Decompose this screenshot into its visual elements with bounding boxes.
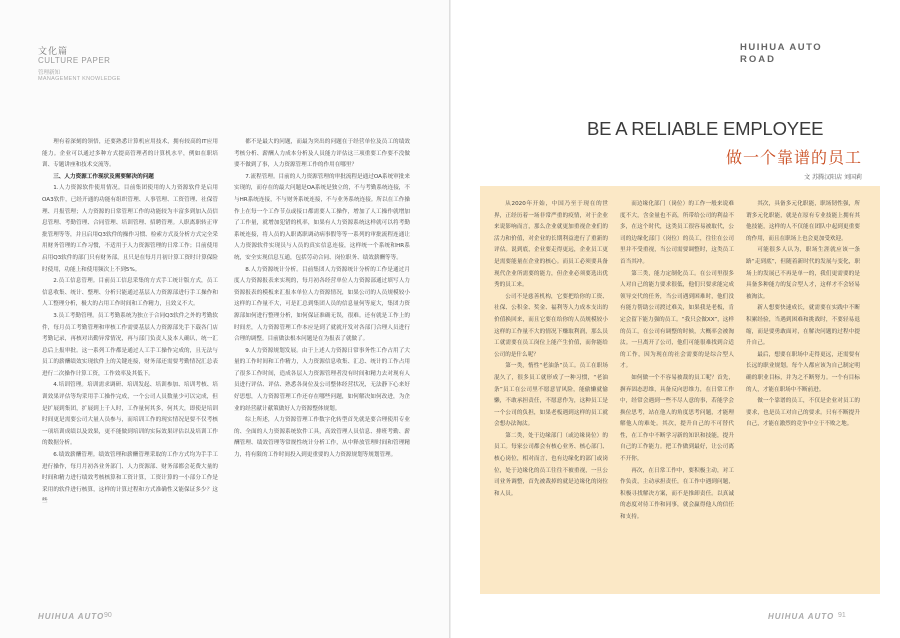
footer-logo-left: HUIHUA AUTO [38, 612, 105, 621]
article-byline: 文 苏腾汉阳店 刘国莉 [804, 174, 862, 181]
paragraph: 4.培训管理。培训需求调研、培训发起、培训参加、培训考核、培训效果评估等均采用手工操作完成，一个公司人员数量少可以完成，但是扩展到集团，扩展到上千人时，工作量何其多，何其大，即使是培训时间更是需要公司大量人员参与，而培训工作的现实情况是要不仅考核一项培训成绩以及效果，更不能做到培训的实际效果评估以及培训工作的数据分析。 [42, 382, 218, 447]
paragraph: 都不是最大的问题，而最为突出的问题在于经营单位及员工的绩效考核分析、薪酬人力成本分析及人员能力评估这三项重要工作要不没做要不做到了事，人力资源管理工作的作用在哪里？ [234, 139, 410, 169]
brand-logo-line1: HUIHUA AUTO [740, 42, 823, 53]
paragraph: 2.员工信息管理。目前员工信息采集的方式手工统计版方式，员工信息收集、统计、整理、分析只能通过基层人力资源部进行手工操作和人工整理分析，极大的占用工作时间和工作精力，且效义不大。 [42, 278, 218, 308]
brand-logo-line2: ROAD [740, 54, 776, 65]
paragraph: 8.人力资源统计分析。目前集团人力资源统计分析的工作是通过月度人力资源报表来实现的，每月初各经营单位人力资源部通过填写人力资源报表的模板来汇报本单位人力资源情况，如果公司的人员规模较小这样的工作量不大，可是汇总到集团人员的信息量何等庞大，集团力资源部如何进行整理分析，如何保证准确无误，很难。还有就是工作上的时间差，人力资源管理工作本应是到了就就开发对各部门合理人员进行合理的调整。目前做法根本问题是在为报表了就做了。 [234, 266, 410, 343]
paragraph: 6.绩效薪酬管理。绩效管理和薪酬管理采取的工作方式均为手手工进行操作，每月月初各业务部门、人力资源部、财务部都会花费大量的时间和精力进行绩效考核核算和工资计算，工资计算的一小部分工作是采用的软件进行核算，这样的计算过程和方式准确性又能保证多少？这些 [42, 452, 218, 505]
brand-logo [740, 42, 860, 65]
paragraph: 第二类，处于边缘部门（或边缘岗位）的员工。每家公司都会有核心业务、核心部门、核心岗位，相对而言，也有边缘化的部门或岗位，处于边缘化的员工往往不被重视，一旦公司业务调整，首先被裁掉的就是边缘化的岗位和人员。 [494, 432, 608, 497]
left-column-1 [42, 137, 218, 587]
paragraph: 第三类，能力定制化员工。在公司里很多人对自己的能力要求很低，他们只要求能完成领导交代的任务，当公司遇到困难时，他们没有能力帮助公司渡过难关，如果我是老板，肯定会留下能力强的员工。“我只会做XX”，这样的员工，在公司有调整的时候，大概率会被淘汰。一旦离开了公司，他们可能很难找到合适的工作，因为现在的社会需要的是综合型人才。 [620, 270, 734, 370]
paragraph: 从2020年开始，中国乃至于现在的世界，正经历着一场非常严重的疫情，对于企业来说影响而言，那么企业就更加重视企业们的活力和价值，对企业的长期利益进行了重新的评估。说到底，企业要走得更远，企业员工更是需要能量在企业的核心。而员工必须要具备现代企业所需要的能力，但企业必须要选出优秀的员工来。 [494, 201, 608, 289]
paragraph: 最后，想要在职场中走得更远，还需要有长远的职业规划。每个人都应该为自己制定明确的职业目标，并为之不断努力。一个有目标的人，才能在职场中不断前进。 [746, 351, 860, 393]
subsection-title-en: MANAGEMENT KNOWLEDGE [38, 76, 121, 82]
right-column-3 [746, 199, 860, 589]
paragraph: 可能很多人认为，职场生涯就应该一条路“走到底”，但随着新时代的发展与变化，职场上的发展已不再是单一的，我们更需要的是具备多种能力的复合型人才，这样才不会轻易被淘汰。 [746, 247, 860, 300]
right-column-1 [494, 199, 608, 589]
paragraph: 公司不是慈善机构，它要把给你的工资、社保、公积金、奖金、福利等人力成本支出的价值换回来，而且它要在给你的人员规模较小这样的工作量不大的情况下赚取利润，那么员工就需要在员工岗位上能产生价值，而你能给公司的是什么呢？ [494, 293, 608, 358]
paragraph: 理有着深刻的领悟，还要熟悉计算机应用技术，拥有较高的IT应用能力。企业可以通过多种方式提高管理者的计算机水平，例如在职培训、专题讲座和技术交流等。 [42, 139, 218, 169]
paragraph: 新人想要快速成长，就需要在实践中不断积累经验，当遇到困难和挑战时，不要轻易退缩，而是要勇敢面对，在解决问题的过程中提升自己。 [746, 305, 860, 347]
paragraph: 其次，具备多元化职能，职场韧性强，所谓多元化职能，就是在原有专业技能上拥有其他技能，这样的人不仅能在团队中起到更重要的作用，而且在职场上也会更加受欢迎。 [746, 201, 860, 242]
left-column-2 [234, 137, 410, 587]
section-title-en: CULTURE PAPER [38, 56, 111, 65]
section-heading: 三、人力资源工作现状及需要解决的问题 [53, 173, 154, 180]
subsection-title-cn: 管理新知 [38, 70, 61, 76]
section-title-cn: 文化篇 [38, 47, 69, 57]
paragraph: 3.员工考勤管理。员工考勤系统为独立于合同Q3软件之外的考勤软件，每月员工考勤管理和审核工作需要基层人力资源部先手下载各门店考勤记录，再核对出勤异常情况，再与部门负责人及本人确认，统一汇总后上报审批。这一系列工作都是通过人工手工操作完成的，且无法与员工的薪酬绩效实现软件上的关键连接，财务部还需要考勤情况汇总表进行二次操作计算工资，工作效率及其低下。 [42, 312, 218, 377]
right-column-2 [620, 199, 734, 589]
paragraph: 做一个靠谱的员工，不仅是企业对员工的要求，也是员工对自己的要求。只有不断提升自己，才能在激烈的竞争中立于不败之地。 [746, 398, 860, 428]
paragraph: 综上所述，人力资源管理工作数字化转型首先就是要合理使用专业的、全面的人力资源系统软件工具，高效管理人员信息、排班考勤、薪酬管理、绩效管理等常规性统计分析工作，从中释放管理时间和管理精力，将有限的工作时间投入到更重要的人力资源规划等规划管理。 [234, 417, 410, 459]
footer-logo-right: HUIHUA AUTO [768, 612, 835, 621]
paragraph: 而边缘化部门（岗位）的工作一般来说难度不大，含金量也不高，所带给公司的利益不多，在这个时代，这类员工很容易被取代，公司的边缘化部门（岗位）的员工，往往在公司里并不受重视，当公司需要调整时，这类员工首当其冲。 [620, 201, 734, 265]
page-number-right: 91 [838, 612, 846, 619]
article-title-cn: 做一个靠谱的员工 [725, 148, 862, 167]
paragraph: 7.流程管理。目前的人力资源管理的审批流程是通过OA系统审批来实现的，而存在的最大问题是OA系统是独立的，不与考勤系统连接，不与HR系统连接，不与财务系统连接，不与业务系统连接。所以在工作操作上在每一个工作节点或接口都需要人工操作，增加了人工操作就增加了工作量，就增加犯错的机率，如果有人力资源系统这样就可以将考勤系统连接，将人员的入职离职调动病事假等等一系列的审批流程连通让人力资源软件实现员与人员的真实信息连接，这样统一个系统和HR系统，安全实现信息互通，包括劳动合同、岗位职务、绩效薪酬等等。 [234, 173, 410, 261]
paragraph: 再次，在日常工作中，要积极主动，对工作负责，主动承担责任，在工作中遇到问题，积极寻找解决方案，而不是推卸责任。以真诚的态度对待工作和同事，就会赢得他人的信任和支持。 [620, 467, 734, 521]
paragraph: 9.人力资源规划发展。由于上述人力资源日常事务性工作占用了大量的工作时间和工作精力，人力资源信息收集、汇总、统计的工作占用了很多工作时间，造成各层人力资源管理者没有时间和精力去对现有人员进行评估、评估、熟悉各岗位及公司整体经营状况，无法静下心来好好思想，人力资源管理工作还存在哪些问题，如何解决如何改进，为企业的经营献计献策做好人力资源整体规划。 [234, 347, 410, 412]
article-title-en: BE A RELIABLE EMPLOYEE [587, 118, 824, 139]
paragraph: 如何做一个不容易被裁的员工呢？首先，摒弃固态思维，具备反向思维力，在日常工作中，经常会遇到一些不尽人意的事，若能学会换位思考，站在他人的角度思考问题，才能理解他人的难处。其次，提升自己的不可替代性，在工作中不断学习新的知识和技能，提升自己的工作能力。把工作做到最好，让公司离不开你。 [620, 374, 734, 463]
paragraph: 第一类，惰性“老油条”员工。员工在职场混久了，很多员工就形成了一种习惯，“老油条”员工在公司里不愿意冒风险，能偷懒就偷懒，不敢承担责任，不愿意作为，这种员工是一个公司的负担，如果老板遇到这样的员工就会想办法淘汰。 [494, 363, 608, 428]
page-number-left: 90 [104, 612, 112, 619]
paragraph: 1.人力资源软件使用情况。目前集团使用的人力资源软件是启用OA3软件，已经开通的功能有组织管理、人事管理、工资管理、社保管理、月报管理；人力资源的日常管理工作的功能较为丰富多到加入员信息管理、考勤管理、合同管理、培训管理、招聘管理。人职离职转正审批管理等等，并且启用Q3软件的操作习惯、检索方式及分析方式完全采用财务管理的工作习惯，不适用于人力资源管理的日常工作；目前使用启用Q3软件的部门只有财务部，且只是在每月月初计算工资时计算保险时使用，功能上和使用频次上不到5%。 [42, 185, 218, 273]
